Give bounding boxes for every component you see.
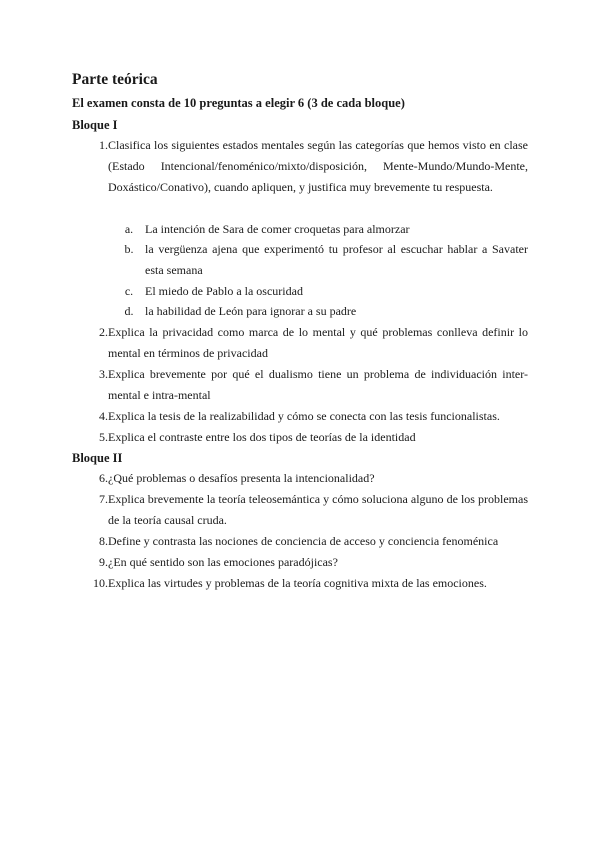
question-text: ¿Qué problemas o desafíos presenta la intencionalidad? (108, 471, 375, 485)
question-10 (72, 573, 528, 594)
question-number: 6. (99, 471, 108, 485)
question-8 (72, 531, 528, 552)
subitem-a (122, 219, 528, 240)
question-number: 9. (99, 555, 108, 569)
block-heading-1: Bloque I (72, 118, 118, 132)
question-7 (72, 489, 528, 531)
question-text: Explica la privacidad como marca de lo mental y qué problemas conlleva definir lo mental en términos de privacidad (108, 325, 528, 360)
question-number: 7. (99, 492, 108, 506)
question-number: 10. (93, 576, 108, 590)
subitem-letter: a. (124, 222, 134, 236)
question-number: 2. (99, 325, 108, 339)
question-number: 5. (99, 430, 108, 444)
question-2 (72, 322, 528, 364)
question-3 (72, 364, 528, 406)
subitem-text: El miedo de Pablo a la oscuridad (145, 284, 303, 298)
subitem-text: la habilidad de León para ignorar a su padre (145, 304, 357, 318)
question-text: Clasifica los siguientes estados mentales según las categorías que hemos visto en clase (Estado Intencional/fenoménico/mixto/disposición, Mente-Mundo/Mundo-Mente, Doxástico/Conativo), cuando apliquen, y justifica muy brevemente tu respuesta. (108, 138, 528, 194)
question-text: Define y contrasta las nociones de conciencia de acceso y conciencia fenoménica (108, 534, 499, 548)
question-number: 4. (99, 409, 108, 423)
question-text: Explica el contraste entre los dos tipos de teorías de la identidad (108, 430, 416, 444)
question-number: 8. (99, 534, 108, 548)
subitem-letter: b. (124, 242, 134, 256)
question-text: Explica brevemente por qué el dualismo tiene un problema de individuación inter-mental e intra-mental (108, 367, 528, 402)
subitem-letter: d. (124, 304, 134, 318)
block-heading-2: Bloque II (72, 451, 123, 465)
question-number: 1. (99, 138, 108, 152)
subitem-text: la vergüenza ajena que experimentó tu profesor al escuchar hablar a Savater esta semana (145, 242, 528, 277)
question-text: ¿En qué sentido son las emociones paradójicas? (108, 555, 338, 569)
question-4 (72, 406, 528, 427)
exam-instructions: El examen consta de 10 preguntas a elegir 6 (3 de cada bloque) (72, 96, 405, 110)
subitem-c (122, 281, 528, 302)
question-text: Explica las virtudes y problemas de la teoría cognitiva mixta de las emociones. (108, 576, 487, 590)
question-1 (72, 135, 528, 198)
subitem-letter: c. (124, 284, 134, 298)
question-5 (72, 427, 528, 448)
question-text: Explica brevemente la teoría teleosemántica y cómo soluciona alguno de los problemas de la teoría causal cruda. (108, 492, 528, 527)
question-9 (72, 552, 528, 573)
subitem-b (122, 239, 528, 281)
question-text: Explica la tesis de la realizabilidad y cómo se conecta con las tesis funcionalistas. (108, 409, 500, 423)
subitem-text: La intención de Sara de comer croquetas para almorzar (145, 222, 410, 236)
question-6 (72, 468, 528, 489)
subitem-d (122, 301, 528, 322)
section-title: Parte teórica (72, 71, 158, 88)
question-number: 3. (99, 367, 108, 381)
